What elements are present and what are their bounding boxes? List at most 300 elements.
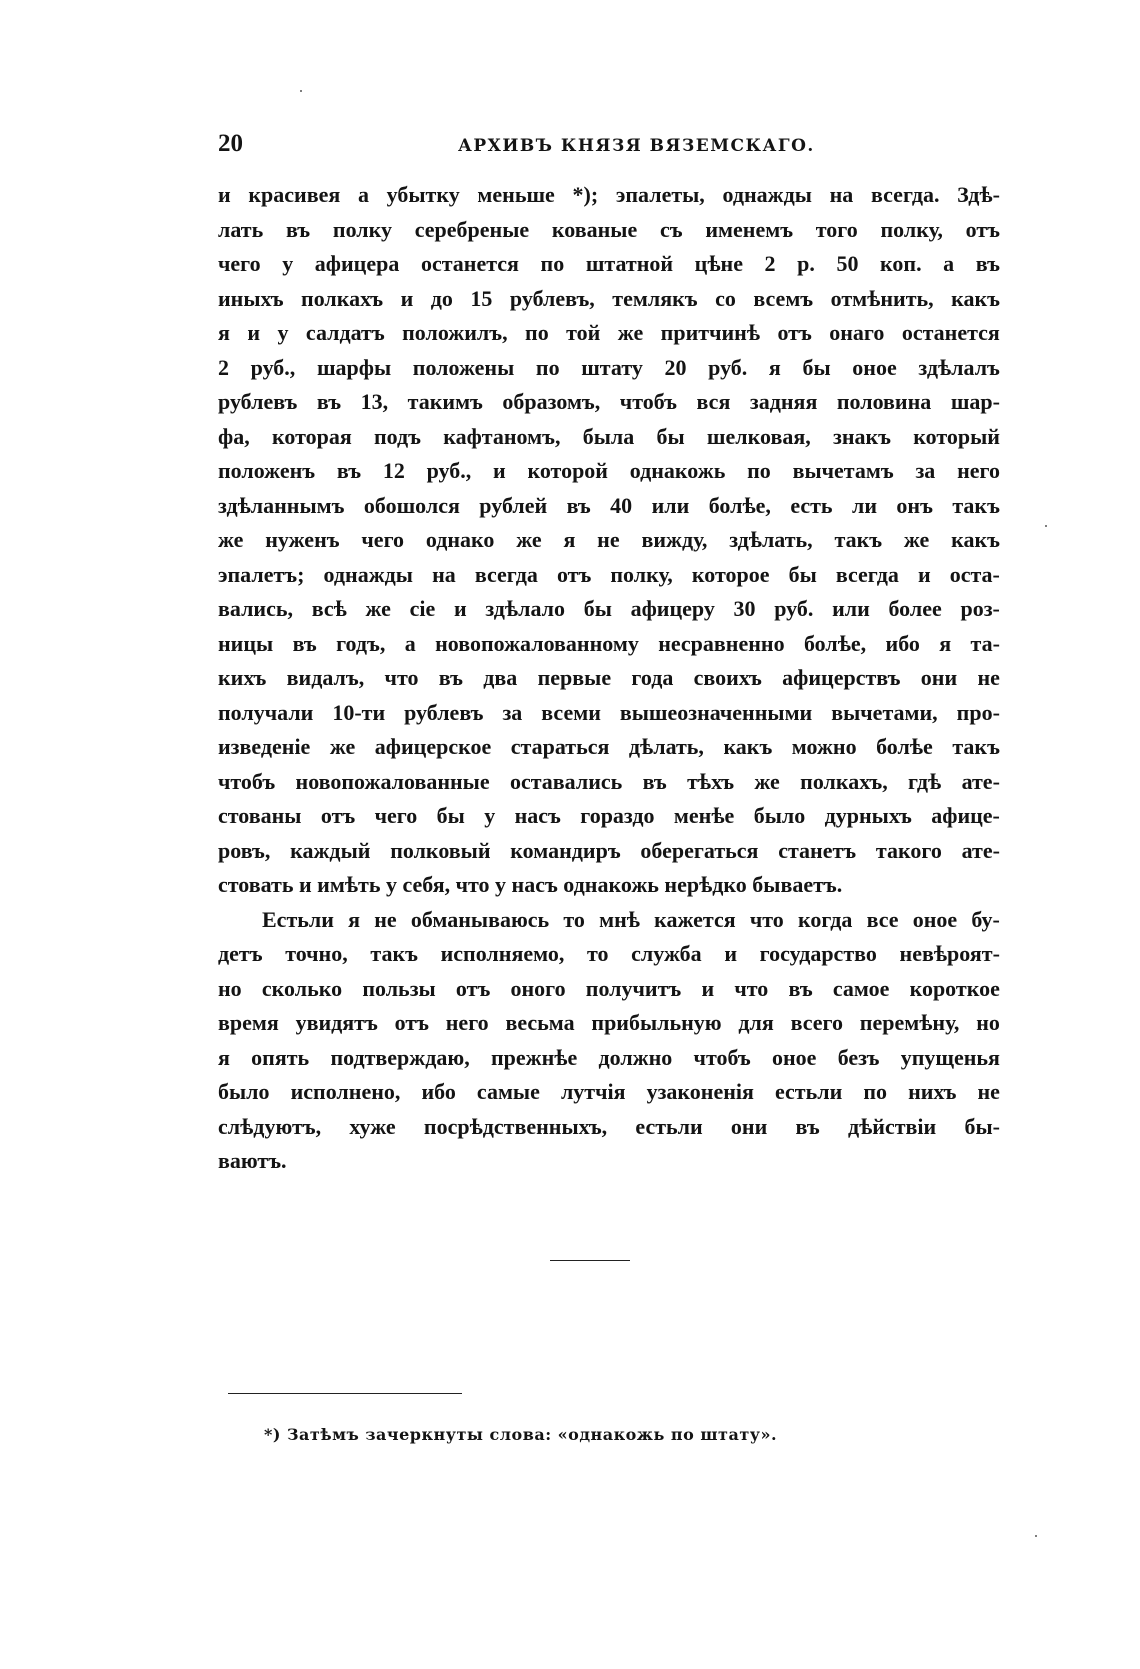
print-speck (1035, 1535, 1037, 1537)
word: полкахъ, (800, 768, 888, 794)
word: я (563, 527, 576, 552)
word: по (747, 458, 771, 483)
word: отмѣнить, (830, 285, 934, 311)
word: въ (292, 630, 317, 656)
word: прежнѣе (490, 1044, 578, 1070)
text-line (218, 1110, 1000, 1145)
word: задняя (749, 389, 818, 414)
word: нихъ (908, 1079, 957, 1104)
word: оное (912, 906, 958, 932)
word: насъ (514, 803, 561, 828)
word: что (384, 665, 419, 690)
text-line (218, 247, 1000, 282)
word: отъ (394, 1010, 429, 1035)
text-line (218, 834, 1000, 869)
word: такого (875, 837, 942, 863)
word: дѣлать, (628, 734, 704, 759)
word: лать (218, 216, 264, 242)
word: полкахъ (301, 285, 384, 311)
word: цѣне (694, 251, 743, 276)
word: штатной (585, 251, 674, 276)
print-speck (300, 90, 302, 92)
text-line (218, 489, 1000, 524)
word: чтобъ (218, 768, 276, 794)
word: красивея (248, 182, 341, 207)
word: по (863, 1079, 888, 1104)
word: однажды (722, 182, 812, 207)
word: со (715, 285, 736, 311)
word: вижду, (641, 527, 708, 552)
word: же (365, 596, 391, 621)
word: бы (656, 423, 685, 449)
word: афицеру (630, 596, 715, 621)
word: а (404, 630, 416, 656)
word: всемъ (753, 285, 814, 311)
word: два (483, 665, 518, 690)
word: здѣлать, (729, 527, 813, 552)
word: ровъ, (218, 837, 271, 863)
word: у (277, 320, 289, 345)
word: невѣроят- (899, 941, 1000, 966)
word: кажется (654, 906, 736, 932)
text-line (218, 1075, 1000, 1110)
word: 50 (836, 251, 859, 276)
word: такъ (834, 527, 883, 552)
word: него (957, 458, 1000, 483)
word: полку, (610, 561, 673, 587)
word: своихъ (693, 665, 762, 690)
word: вычетамъ (792, 458, 894, 483)
word: онъ (896, 492, 933, 518)
word: не (597, 527, 620, 552)
word: всего (790, 1010, 843, 1035)
word: же (903, 527, 930, 552)
word: салдатъ (305, 320, 385, 345)
word: оное (852, 354, 897, 380)
word: останется (901, 320, 1000, 345)
word: 40 (610, 492, 633, 518)
word: было (753, 803, 806, 828)
text-line (218, 558, 1000, 593)
word: или (832, 596, 870, 621)
word: въ (438, 665, 463, 690)
word: сколько (261, 975, 343, 1001)
word: ате- (961, 768, 1000, 794)
word: меньше (477, 182, 555, 207)
word: оберегаться (640, 837, 759, 863)
word: шар- (950, 389, 1000, 414)
word: онаго (829, 320, 885, 345)
footnote-rule (228, 1393, 462, 1394)
word: естьли (635, 1113, 703, 1139)
word: пользы (362, 975, 436, 1001)
word: бы (788, 561, 817, 587)
word: фа, (218, 423, 250, 449)
word: рублевъ, (509, 285, 595, 311)
text-line (218, 661, 1000, 696)
word: такъ (952, 734, 1000, 759)
word: стованы (218, 803, 302, 828)
word: кафтаномъ, (443, 423, 561, 449)
page-header (218, 130, 1000, 164)
word: и (724, 941, 737, 966)
word: самое (832, 975, 890, 1001)
word: же (218, 527, 244, 552)
word: за (502, 699, 523, 725)
word: за (915, 458, 936, 483)
word: годъ, (336, 630, 386, 656)
word: ибо (421, 1079, 456, 1104)
word: на (829, 182, 854, 207)
word: увидятъ (295, 1010, 378, 1035)
word: болѣе, (708, 492, 771, 518)
word: чего (361, 527, 405, 552)
word: всеми (541, 699, 601, 725)
word: 10-ти (332, 699, 386, 725)
text-line (218, 282, 1000, 317)
word: по (535, 354, 560, 380)
word: бу- (971, 906, 1000, 932)
word: не (977, 1079, 1000, 1104)
text-line (218, 730, 1000, 765)
word: гдѣ (908, 768, 942, 794)
word: отъ (320, 803, 356, 828)
word: я (218, 1044, 230, 1070)
word: я (939, 630, 952, 656)
word: здѣлало (485, 596, 565, 621)
word: они (730, 1113, 768, 1139)
word: которой (527, 458, 608, 483)
text-line (218, 178, 1000, 213)
word: положенъ (218, 458, 316, 483)
word: но (218, 975, 242, 1001)
word: 30 (733, 596, 756, 621)
text-line (218, 213, 1000, 248)
text-line (218, 765, 1000, 800)
word: же (329, 734, 356, 759)
word: съ (660, 216, 683, 242)
word: коп. (880, 251, 922, 276)
word: и (701, 975, 715, 1001)
word: изведеніе (218, 734, 311, 759)
text-line (218, 696, 1000, 731)
word: чтобъ (693, 1044, 751, 1070)
word: исполнено, (290, 1079, 401, 1104)
word: афицерское (374, 734, 492, 759)
word: подъ (373, 423, 421, 449)
text-line (218, 351, 1000, 386)
word: и (493, 458, 506, 483)
word: полку, (880, 216, 943, 242)
word: эпалетъ; (218, 561, 305, 587)
page-number: 20 (218, 130, 243, 157)
word: на (432, 561, 456, 587)
word: командиръ (510, 837, 621, 863)
paragraph (218, 178, 1000, 903)
word: руб., (250, 354, 296, 380)
word: чтобъ (619, 389, 677, 414)
word: какъ (951, 285, 1000, 311)
word: была (582, 423, 635, 449)
word: бы- (964, 1113, 1000, 1139)
word: до (430, 285, 453, 311)
word: въ (975, 251, 1000, 276)
word: обманываюсь (410, 906, 550, 932)
word: 2 (764, 251, 776, 276)
word: всегда. (871, 182, 940, 207)
word: рублевъ (404, 699, 484, 725)
word: та- (970, 630, 1000, 656)
word: сіе (409, 596, 436, 621)
word: лутчія (560, 1079, 626, 1104)
word: по (525, 320, 549, 345)
text-line (218, 592, 1000, 627)
word: Естьли (262, 906, 334, 932)
word: афицерствъ (782, 665, 901, 690)
word: полку (332, 216, 392, 242)
word: или (651, 492, 690, 518)
text-line (218, 1006, 1000, 1041)
text-line (218, 523, 1000, 558)
word: самые (476, 1079, 540, 1104)
word: у (282, 251, 294, 276)
word: которое (691, 561, 770, 587)
word: весьма (505, 1010, 575, 1035)
word: новопожалованные (295, 768, 490, 794)
word: однакожь (629, 458, 726, 483)
word: эпалеты, (615, 182, 705, 207)
text-line (218, 799, 1000, 834)
word: половина (836, 389, 932, 414)
word: отъ (965, 216, 1000, 242)
word: менѣе (673, 803, 735, 828)
word: опять (251, 1044, 310, 1070)
word: исполняемо, (440, 941, 565, 966)
word: стараться (510, 734, 610, 759)
word: я (768, 354, 781, 380)
word: несравненно (658, 630, 785, 656)
word: такъ (952, 492, 1000, 518)
word: *); (572, 182, 599, 207)
word: и (400, 285, 414, 311)
word: же (754, 768, 780, 794)
word: той (566, 320, 601, 345)
word: же (516, 527, 542, 552)
word: безъ (837, 1044, 880, 1070)
word: полковый (390, 837, 491, 863)
word: отъ (556, 561, 592, 587)
word: и (917, 561, 931, 587)
word: ницы (218, 630, 274, 656)
word: руб. (708, 354, 748, 380)
word: серебреные (414, 216, 530, 242)
word: руб., (426, 458, 472, 483)
word: точно, (285, 941, 348, 966)
word: прибыльную (591, 1010, 722, 1035)
word: вышеозначенными (619, 699, 813, 725)
word: я (348, 906, 360, 932)
word: которая (271, 423, 352, 449)
word: что (749, 906, 784, 932)
word: въ (285, 216, 311, 242)
word: про- (956, 699, 1000, 725)
word: а (943, 251, 955, 276)
word: здѣланнымъ (218, 492, 345, 518)
word: 13, (360, 389, 389, 414)
word: и (247, 320, 261, 345)
word: подтверждаю, (330, 1044, 470, 1070)
word: видалъ, (286, 665, 365, 690)
section-divider (550, 1260, 630, 1261)
word: останется (420, 251, 519, 276)
word: государство (759, 941, 877, 966)
word: отъ (777, 320, 812, 345)
word: руб. (774, 596, 814, 621)
word: можно (791, 734, 857, 759)
word: когда (797, 906, 853, 932)
word: болѣе (876, 734, 933, 759)
word: оное (772, 1044, 817, 1070)
word: же (617, 320, 644, 345)
word: ли (851, 492, 878, 518)
word: въ (642, 768, 667, 794)
word: вались, (218, 596, 293, 621)
word: отъ (455, 975, 491, 1001)
word: детъ (218, 941, 263, 966)
text-line (218, 627, 1000, 662)
word: въ (316, 389, 342, 414)
word: въ (566, 492, 591, 518)
word: афице- (931, 803, 1000, 828)
word: мнѣ (599, 906, 640, 932)
word: роз- (960, 596, 1000, 621)
word: бы (436, 803, 465, 828)
word: у (484, 803, 496, 828)
word: посрѣдственныхъ, (423, 1113, 608, 1139)
word: должно (598, 1044, 673, 1070)
word: тѣхъ (687, 768, 735, 794)
text-line (218, 385, 1000, 420)
word: вся (696, 389, 731, 414)
body-text (218, 178, 1000, 1179)
word: и (453, 596, 467, 621)
word: станетъ (778, 837, 857, 863)
word: шарфы (316, 354, 392, 380)
word: именемъ (705, 216, 794, 242)
word: положилъ, (402, 320, 508, 345)
word: иныхъ (218, 285, 284, 311)
word: нуженъ (265, 527, 340, 552)
word: притчинѣ (660, 320, 761, 345)
word: рублевъ (218, 389, 298, 414)
text-line: стовать и имѣть у себя, что у насъ однакожь нерѣдко бываетъ. (218, 872, 843, 897)
word: дѣйствіи (847, 1113, 937, 1139)
word: такъ (370, 941, 418, 966)
footnote: *) Затѣмъ зачеркнуты слова: «однакожь по штату». (264, 1425, 778, 1444)
text-line (218, 420, 1000, 455)
word: него (445, 1010, 489, 1035)
word: темлякъ (612, 285, 698, 311)
word: афицера (314, 251, 400, 276)
word: ате- (961, 837, 1000, 863)
word: а (357, 182, 369, 207)
word: рублей (479, 492, 548, 518)
word: короткое (909, 975, 1000, 1001)
word: по (540, 251, 565, 276)
word: оставались (509, 768, 623, 794)
word: какъ (951, 527, 1000, 552)
print-speck (1045, 525, 1047, 527)
text-line (218, 972, 1000, 1007)
word: такимъ (407, 389, 483, 414)
word: упущенья (900, 1044, 1000, 1070)
text-line: ваютъ. (218, 1148, 287, 1173)
word: образомъ, (502, 389, 601, 414)
word: 15 (470, 285, 493, 311)
word: ибо (885, 630, 920, 656)
word: бы (802, 354, 831, 380)
word: я (218, 320, 230, 345)
word: не (977, 665, 1000, 690)
word: кованые (551, 216, 638, 242)
word: перемѣну, (859, 1010, 960, 1035)
word: узаконенія (646, 1079, 754, 1104)
word: однако (425, 527, 495, 552)
word: всѣ (311, 596, 347, 621)
word: гораздо (580, 803, 655, 828)
word: 2 (218, 354, 229, 380)
text-line (218, 1041, 1000, 1076)
word: получали (218, 699, 314, 725)
word: то (563, 906, 585, 932)
word: Здѣ- (957, 182, 1000, 207)
word: 12 (382, 458, 405, 483)
word: вычетами, (831, 699, 938, 725)
word: оста- (949, 561, 1000, 587)
text-line (218, 937, 1000, 972)
word: каждый (290, 837, 371, 863)
text-line (218, 316, 1000, 351)
text-line (218, 454, 1000, 489)
word: болѣе, (803, 630, 867, 656)
word: знакъ (832, 423, 892, 449)
word: въ (336, 458, 362, 483)
word: въ (795, 1113, 820, 1139)
word: р. (797, 251, 815, 276)
word: то (586, 941, 609, 966)
word: было (218, 1079, 270, 1104)
word: всегда (474, 561, 538, 587)
word: дурныхъ (824, 803, 912, 828)
word: есть (790, 492, 833, 518)
word: и (218, 182, 231, 207)
word: года (631, 665, 674, 690)
word: чего (374, 803, 418, 828)
word: всегда (835, 561, 899, 587)
word: штату (581, 354, 643, 380)
word: положены (412, 354, 515, 380)
running-title: АРХИВЪ КНЯЗЯ ВЯЗЕМСКАГО. (458, 136, 815, 156)
word: хуже (349, 1113, 396, 1139)
word: шелковая, (706, 423, 811, 449)
word: обошолся (363, 492, 460, 518)
word: естьли (775, 1079, 843, 1104)
word: что (734, 975, 769, 1001)
word: все (866, 906, 899, 932)
word: того (815, 216, 858, 242)
word: здѣлалъ (918, 354, 1000, 380)
word: первые (537, 665, 612, 690)
